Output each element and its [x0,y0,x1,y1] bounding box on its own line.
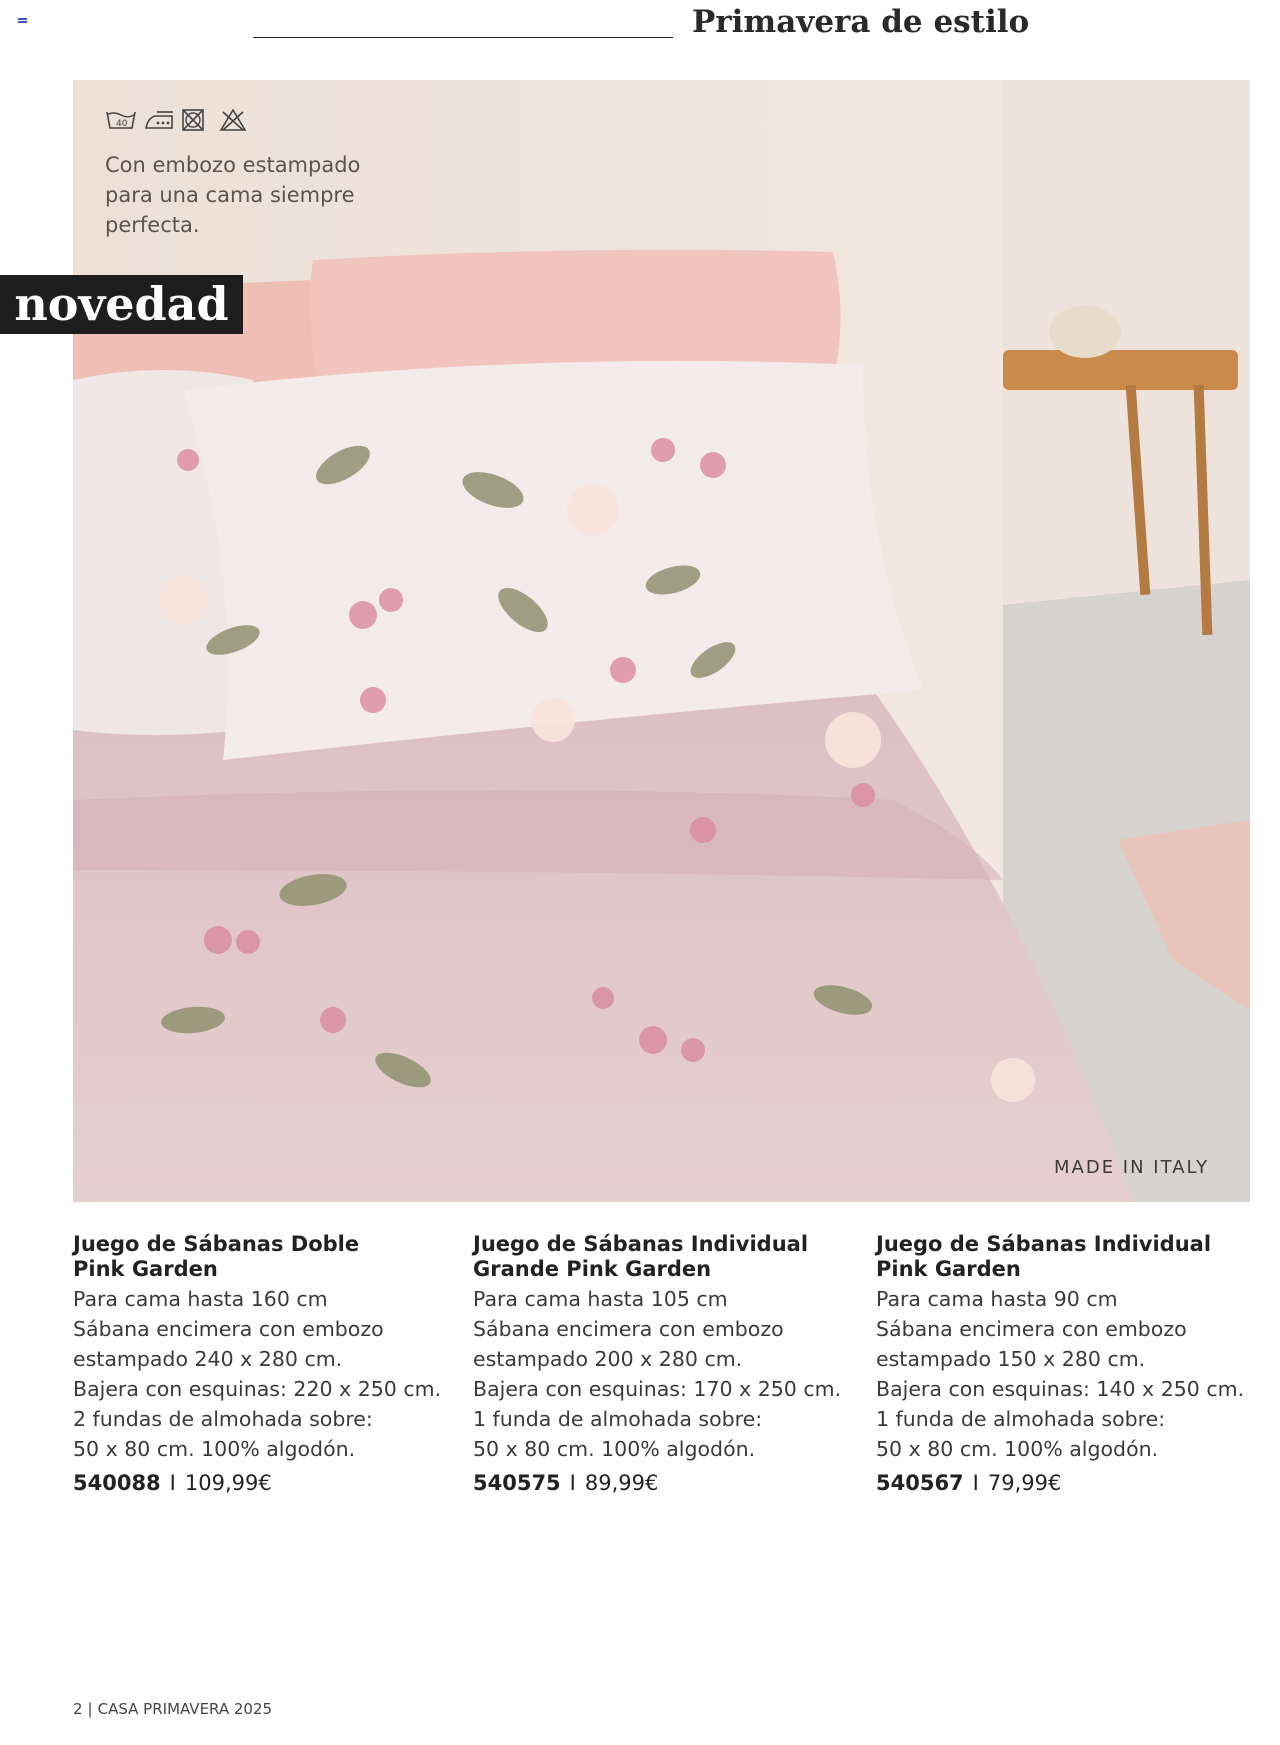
menu-icon[interactable] [18,18,27,25]
product-name-line: Juego de Sábanas Individual [473,1232,809,1256]
product-name-line: Grande Pink Garden [473,1257,712,1281]
product-name [876,1232,1276,1282]
product-price: 89,99€ [584,1471,659,1495]
product-card [73,1232,473,1498]
product-desc-line: estampado 240 x 280 cm. [73,1347,343,1371]
wash-temp-label: 40 [116,119,128,129]
price-separator: I [569,1471,576,1495]
footer-separator: | [87,1700,93,1718]
product-desc-line: Bajera con esquinas: 140 x 250 cm. [876,1377,1245,1401]
price-separator: I [169,1471,176,1495]
product-name-line: Pink Garden [73,1257,218,1281]
product-name [73,1232,473,1282]
product-desc-line: estampado 150 x 280 cm. [876,1347,1146,1371]
footer-text: CASA PRIMAVERA 2025 [97,1700,273,1718]
product-code: 540567 [876,1471,964,1495]
product-desc-line: 1 funda de almohada sobre: [473,1407,763,1431]
product-price-line [876,1468,1276,1498]
product-name [473,1232,873,1282]
header-rule [253,37,673,38]
photo-caption [105,150,395,240]
wash-40-icon [105,108,137,132]
product-desc-line: Sábana encimera con embozo [876,1317,1187,1341]
page-number: 2 [73,1700,83,1718]
product-desc-line: 50 x 80 cm. 100% algodón. [473,1437,756,1461]
product-card [473,1232,873,1498]
caption-line: Con embozo estampado [105,153,361,177]
caption-line: para una cama siempre [105,183,355,207]
product-desc-line: Sábana encimera con embozo [473,1317,784,1341]
product-description [73,1284,473,1464]
caption-line: perfecta. [105,213,200,237]
product-desc-line: 2 fundas de almohada sobre: [73,1407,373,1431]
product-desc-line: estampado 200 x 280 cm. [473,1347,743,1371]
product-desc-line: Bajera con esquinas: 170 x 250 cm. [473,1377,842,1401]
product-desc-line: Para cama hasta 90 cm [876,1287,1118,1311]
product-desc-line: Sábana encimera con embozo [73,1317,384,1341]
product-desc-line: 1 funda de almohada sobre: [876,1407,1166,1431]
product-desc-line: Bajera con esquinas: 220 x 250 cm. [73,1377,442,1401]
product-price-line [473,1468,873,1498]
product-name-line: Pink Garden [876,1257,1021,1281]
product-price-line [73,1468,473,1498]
product-desc-line: Para cama hasta 105 cm [473,1287,728,1311]
product-card [876,1232,1276,1498]
made-in-italy-label: MADE IN ITALY [1054,1157,1210,1178]
product-name-line: Juego de Sábanas Doble [73,1232,360,1256]
novedad-badge: novedad [0,275,243,334]
no-bleach-icon [219,108,251,132]
product-desc-line: 50 x 80 cm. 100% algodón. [876,1437,1159,1461]
product-description [473,1284,873,1464]
product-code: 540575 [473,1471,561,1495]
product-description [876,1284,1276,1464]
product-desc-line: Para cama hasta 160 cm [73,1287,328,1311]
product-price: 109,99€ [184,1471,272,1495]
page-footer [73,1700,272,1718]
price-separator: I [972,1471,979,1495]
product-code: 540088 [73,1471,161,1495]
iron-icon [143,108,175,132]
care-icons [105,108,251,132]
page-title: Primavera de estilo [692,4,1030,40]
product-name-line: Juego de Sábanas Individual [876,1232,1212,1256]
product-desc-line: 50 x 80 cm. 100% algodón. [73,1437,356,1461]
no-tumble-dry-icon [181,108,213,132]
product-price: 79,99€ [987,1471,1062,1495]
product-photo [73,80,1250,1202]
